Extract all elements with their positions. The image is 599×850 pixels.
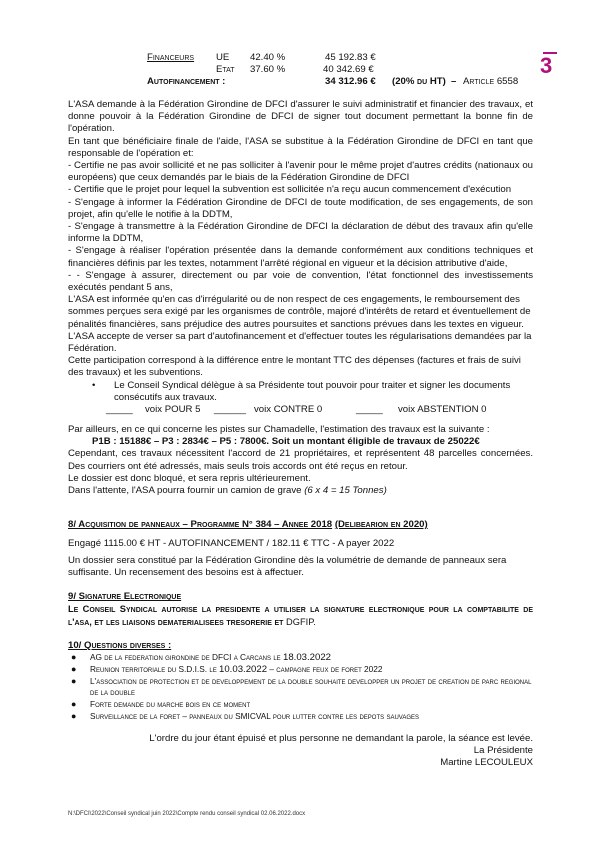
- bullet-icon: ●: [71, 699, 77, 710]
- paragraph: [68, 485, 533, 497]
- bullet-icon: ●: [71, 710, 77, 721]
- questions-list: [68, 652, 533, 723]
- financing-table: [147, 52, 537, 88]
- autofinancement-label: Autofinancement :: [147, 76, 226, 87]
- financing-percent: 37.60 %: [250, 64, 286, 75]
- paragraph: Cette participation correspond à la différence entre le montant TTC des dépenses (factures et frais de suivi des travaux) et les subventions.: [68, 355, 521, 379]
- section-9-text-sc: Le Conseil Syndical autorise la presidente a utiliser la signature electronique pour la comptabilite de l'asa, et les liaisons dematerialisees tresorerie et: [68, 604, 533, 627]
- paragraph: Le dossier est donc bloqué, et sera repris ultérieurement.: [68, 472, 311, 484]
- estimation-bold: P1B : 15188€ – P3 : 2834€ – P5 : 7800€. Soit un montant éligible de travaux de 25022€: [92, 436, 480, 448]
- signature-name: Martine LECOULEUX: [440, 757, 533, 769]
- page-number-digit: 3: [540, 53, 553, 78]
- section-9-text: [68, 603, 533, 627]
- list-item-text: Forte demande du marche bois en ce moment: [90, 699, 251, 710]
- bullet-text: Le Conseil Syndical délègue à sa Présidente tout pouvoir pour traiter et signer les documents consécutifs aux travaux.: [114, 379, 511, 403]
- section-8-paren: (Delibearion en 2020): [334, 519, 428, 531]
- vote-line: [68, 404, 533, 418]
- vote-blank: _____: [106, 404, 133, 416]
- list-item-rest: – campagne feux de foret 2022: [269, 663, 383, 674]
- financing-row-auto: [147, 76, 537, 88]
- bullet-icon: ●: [71, 651, 77, 662]
- financing-amount: 40 342.69 €: [323, 64, 374, 75]
- file-path-footer: N:\DFCI\2022\Conseil syndical juin 2022\Compte rendu conseil syndical 02.06.2022.docx: [68, 811, 306, 817]
- engagement-item: - S'engage à réaliser l'opération présentée dans la demande conformément aux conditions techniques et financières définis par les textes, notamment l'arrêté régional en vigueur et la décision attributive d'aide,: [68, 245, 533, 269]
- vote-contre: voix CONTRE 0: [254, 404, 323, 416]
- paragraph: L'ASA demande à la Fédération Girondine de DFCI d'assurer le suivi administratif et financier des travaux, et donne pouvoir à la Fédération Girondine de DFCI de signer tout document permettant la bonne fin de l'opération.: [68, 99, 533, 135]
- section-10-title: 10/ Questions diverses :: [68, 639, 172, 651]
- list-item-text: L'association de protection et de developpement de la double souhaite developper un projet de creation de parc regional de la double: [90, 675, 532, 698]
- paragraph-text: Dans l'attente, l'ASA pourra fournir un camion de grave: [68, 485, 302, 497]
- financing-row-ue: [147, 52, 537, 64]
- section-8-engaged: Engagé 1115.00 € HT - AUTOFINANCEMENT / 182.11 € TTC - A payer 2022: [68, 537, 395, 549]
- list-item-text: Surveillance de la foret – panneaux du SMICVAL pour lutter contre les depots sauvages: [90, 710, 420, 721]
- engagement-item: - Certifie ne pas avoir sollicité et ne pas solliciter à l'avenir pour le même projet d'autres crédits (nationaux ou européens) que ceux demandés par le biais de la Fédération Girondine de DFCI: [68, 160, 533, 184]
- main-text: [68, 99, 533, 769]
- delegation-bullet: [68, 380, 533, 404]
- page-number: [540, 52, 580, 80]
- engagement-item: - Certifie que le projet pour lequel la subvention est sollicitée n'a reçu aucun commencement d'exécution: [68, 184, 512, 196]
- vote-abstention: voix ABSTENTION 0: [398, 404, 487, 416]
- financing-percent: 42.40 %: [250, 52, 286, 63]
- signature-title: La Présidente: [473, 744, 533, 756]
- vote-pour: voix POUR 5: [145, 404, 201, 416]
- paragraph-italic: (6 x 4 = 15 Tonnes): [304, 485, 387, 497]
- financing-label: UE: [216, 52, 230, 63]
- section-9-text-end: DGFIP.: [286, 616, 316, 627]
- closing-block: [68, 733, 533, 770]
- paragraph: L'ASA accepte de verser sa part d'autofinancement et d'effectuer toutes les régularisations demandées par la Fédération.: [68, 330, 532, 355]
- engagement-item: - S'engage à transmettre à la Fédération Girondine de DFCI la déclaration de début des travaux afin qu'elle informe la DDTM,: [68, 221, 533, 245]
- list-item-date: 10.03.2022: [219, 663, 268, 675]
- autofinancement-amount: 34 312.96 €: [325, 76, 376, 87]
- autofinancement-note: (20% du HT): [392, 76, 446, 87]
- list-item-text: AG de la federation girondine de DFCI a Carcans le: [90, 651, 281, 662]
- financing-amount: 45 192.83 €: [325, 52, 376, 63]
- list-item-text: Reunion territoriale du S.D.I.S. le: [90, 663, 217, 674]
- section-9-title: 9/ Signature Electronique: [68, 591, 182, 603]
- closing-sentence: L'ordre du jour étant épuisé et plus personne ne demandant la parole, la séance est levée.: [149, 732, 533, 744]
- list-item: [68, 676, 533, 700]
- engagement-item: - - S'engage à assurer, directement ou par voie de convention, l'état fonctionnel des investissements exécutés pendant 5 ans,: [68, 269, 533, 294]
- vote-blank: ______: [214, 404, 247, 416]
- paragraph: En tant que bénéficiaire finale de l'aide, l'ASA se substitue à la Fédération Girondine de DFCI en tant que responsable de l'opération et:: [68, 135, 533, 159]
- section-8-title: [68, 519, 533, 531]
- engagement-item: - S'engage à informer la Fédération Girondine de DFCI de toute modification, de ses engagements, de son projet, afin qu'elle le notifie à la DDTM,: [68, 196, 533, 220]
- paragraph: Par ailleurs, en ce qui concerne les pistes sur Chamadelle, l'estimation des travaux est la suivante :: [68, 424, 490, 436]
- section-8-text: Un dossier sera constitué par la Fédération Girondine dès la volumétrie de demande de panneaux sera suffisante. Un recensement des besoins est à affectuer.: [68, 554, 507, 578]
- bullet-icon: •: [92, 379, 96, 391]
- autofinancement-article: Article 6558: [463, 76, 519, 87]
- section-8-heading: 8/ Acquisition de panneaux – Programme N° 384 – Annee 2018: [68, 519, 333, 531]
- list-item: [68, 711, 533, 723]
- financing-header: Financeurs: [147, 52, 195, 63]
- financing-label: Etat: [216, 64, 235, 75]
- list-item: [68, 699, 533, 711]
- vote-blank: _____: [356, 404, 383, 416]
- list-item: [68, 652, 533, 664]
- bullet-icon: ●: [71, 663, 77, 674]
- paragraph: Cependant, ces travaux nécessitent l'accord de 21 propriétaires, et représentent 48 parcelles concernées. Des courriers ont été adressés, mais seuls trois accords ont été reçus en retour.: [68, 448, 533, 472]
- autofinancement-dash: –: [451, 76, 457, 87]
- list-item: [68, 664, 533, 676]
- financing-row-etat: [147, 64, 537, 76]
- bullet-icon: ●: [71, 675, 77, 686]
- list-item-date: 18.03.2022: [282, 651, 331, 663]
- paragraph: L'ASA est informée qu'en cas d'irrégularité ou de non respect de ces engagements, le remboursement des sommes perçues sera exigé par les organismes de contrôle, majoré d'intérêts de retard et éventuellement de pénalités financières, sans préjudice des autres poursuites et sanctions prévues dans les textes en vigueur.: [68, 294, 531, 330]
